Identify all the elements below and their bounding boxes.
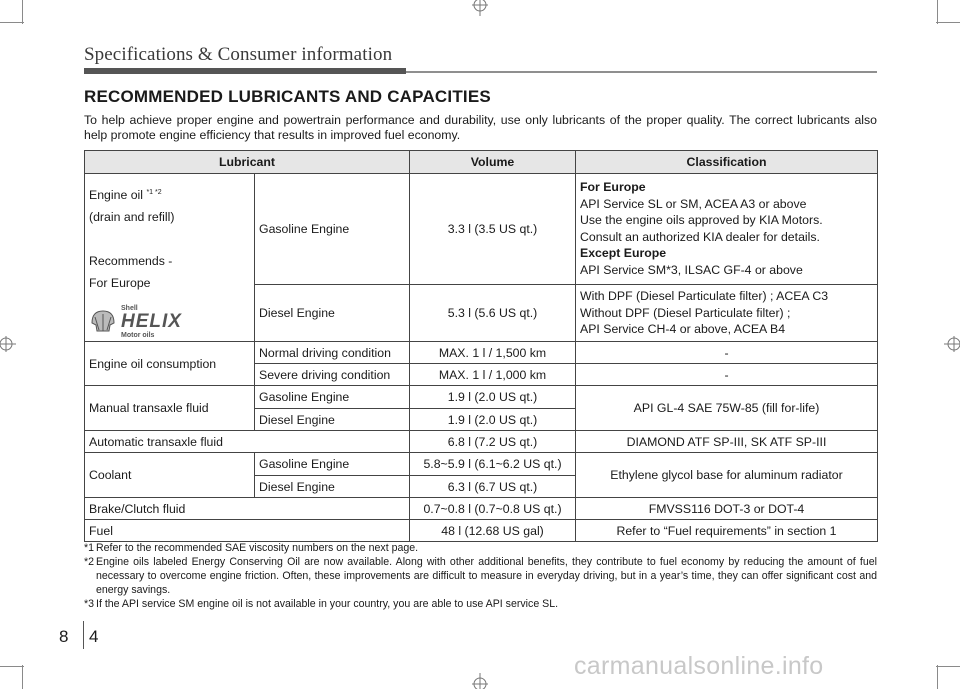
logo-name: HELIX: [121, 311, 182, 333]
classification-cell: -: [576, 342, 878, 364]
classification-cell: -: [576, 364, 878, 386]
registration-mark-icon: [944, 336, 960, 352]
condition-cell: Normal driving condition: [255, 342, 410, 364]
crop-mark: [22, 0, 23, 24]
crop-mark: [937, 665, 938, 689]
footnote: [84, 541, 877, 555]
lubricant-cell: Automatic transaxle fluid: [85, 431, 410, 453]
intro-paragraph: To help achieve proper engine and powertrain performance and durability, use only lubricants of the proper quality. The correct lubricants also help promote engine efficiency that results in improved fuel economy.: [84, 113, 877, 142]
crop-mark: [936, 666, 960, 667]
column-header: Volume: [410, 151, 576, 174]
class-line: Without DPF (Diesel Particulate filter) ;: [580, 305, 791, 320]
header-rule: [406, 71, 877, 73]
classification-cell: [576, 284, 878, 341]
registration-mark-icon: [472, 673, 488, 689]
registration-mark-icon: [472, 0, 488, 16]
table-row: [85, 431, 878, 453]
engine-cell: Gasoline Engine: [255, 386, 410, 409]
watermark: carmanualsonline.info: [574, 652, 824, 680]
volume-cell: 5.3 l (5.6 US qt.): [410, 284, 576, 341]
table-row: [85, 520, 878, 542]
shell-logo-icon: [89, 309, 117, 335]
engine-oil-label: Engine oil: [89, 188, 144, 203]
classification-cell: Ethylene glycol base for aluminum radiator: [576, 453, 878, 498]
lubricants-table: [84, 150, 878, 542]
class-line: With DPF (Diesel Particulate filter) ; ACEA C3: [580, 289, 829, 304]
column-header: Classification: [576, 151, 878, 174]
classification-cell: [576, 174, 878, 285]
footnote-text: If the API service SM engine oil is not available in your country, you are able to use API service SL.: [96, 598, 559, 610]
table-row: [85, 174, 878, 285]
class-line: Consult an authorized KIA dealer for details.: [580, 229, 820, 244]
footnote-mark: *2: [84, 556, 95, 568]
volume-cell: 3.3 l (3.5 US qt.): [410, 174, 576, 285]
classification-cell: FMVSS116 DOT-3 or DOT-4: [576, 498, 878, 520]
volume-cell: MAX. 1 l / 1,500 km: [410, 342, 576, 364]
class-heading: For Europe: [580, 180, 646, 195]
condition-cell: Severe driving condition: [255, 364, 410, 386]
table-row: [85, 498, 878, 520]
header-title: Specifications & Consumer information: [84, 44, 393, 65]
shell-helix-logo: [89, 304, 250, 340]
classification-cell: Refer to “Fuel requirements” in section 1: [576, 520, 878, 542]
footnotes: [84, 541, 877, 611]
page-number: 4: [89, 627, 99, 646]
footnote: [84, 597, 877, 611]
footnote-mark: *3: [84, 598, 95, 610]
column-header: Lubricant: [85, 151, 410, 174]
engine-oil-sub: (drain and refill): [89, 210, 175, 225]
chapter-number: 8: [59, 627, 69, 646]
logo-sub: Motor oils: [121, 332, 155, 340]
lubricant-cell: Engine oil consumption: [85, 342, 255, 386]
volume-cell: 6.3 l (6.7 US qt.): [410, 476, 576, 498]
class-line: API Service SM*3, ILSAC GF-4 or above: [580, 262, 803, 277]
page-number-divider: [83, 621, 84, 649]
header-rule: [84, 68, 406, 74]
class-line: API Service CH-4 or above, ACEA B4: [580, 322, 786, 337]
footnote: [84, 555, 877, 597]
engine-cell: Gasoline Engine: [255, 174, 410, 285]
registration-mark-icon: [0, 336, 16, 352]
volume-cell: 0.7~0.8 l (0.7~0.8 US qt.): [410, 498, 576, 520]
class-line: Use the engine oils approved by KIA Motors.: [580, 213, 823, 228]
engine-cell: Gasoline Engine: [255, 453, 410, 476]
footnote-text: Refer to the recommended SAE viscosity numbers on the next page.: [96, 542, 419, 554]
footnote-mark: *1: [84, 542, 95, 554]
lubricant-cell: Coolant: [85, 453, 255, 498]
lubricant-cell: Manual transaxle fluid: [85, 386, 255, 431]
region-label: For Europe: [89, 276, 151, 291]
crop-mark: [0, 22, 24, 23]
logo-brand: Shell: [121, 305, 138, 313]
engine-cell: Diesel Engine: [255, 409, 410, 431]
crop-mark: [937, 0, 938, 24]
volume-cell: 1.9 l (2.0 US qt.): [410, 386, 576, 409]
lubricant-cell: Fuel: [85, 520, 410, 542]
lubricant-cell: Brake/Clutch fluid: [85, 498, 410, 520]
volume-cell: MAX. 1 l / 1,000 km: [410, 364, 576, 386]
classification-cell: DIAMOND ATF SP-III, SK ATF SP-III: [576, 431, 878, 453]
recommends-label: Recommends -: [89, 254, 173, 269]
crop-mark: [936, 22, 960, 23]
footnote-ref: *1 *2: [146, 189, 162, 196]
engine-cell: Diesel Engine: [255, 284, 410, 341]
footnote-text: Engine oils labeled Energy Conserving Oil are now available. Along with other additional benefits, they contribute to fuel economy by reducing the amount of fuel necessary to overcome engine friction. Often, these improvements are difficult to measure in everyday driving, but in a year’s time, they can offer significant cost and energy savings.: [96, 556, 877, 596]
volume-cell: 48 l (12.68 US gal): [410, 520, 576, 542]
classification-cell: API GL-4 SAE 75W-85 (fill for-life): [576, 386, 878, 431]
engine-oil-cell: [85, 174, 255, 342]
volume-cell: 5.8~5.9 l (6.1~6.2 US qt.): [410, 453, 576, 476]
volume-cell: 6.8 l (7.2 US qt.): [410, 431, 576, 453]
table-row: [85, 453, 878, 476]
table-row: [85, 386, 878, 409]
table-header-row: [85, 151, 878, 174]
class-heading: Except Europe: [580, 246, 667, 261]
class-line: API Service SL or SM, ACEA A3 or above: [580, 196, 807, 211]
engine-cell: Diesel Engine: [255, 476, 410, 498]
crop-mark: [22, 665, 23, 689]
table-row: [85, 342, 878, 364]
crop-mark: [0, 666, 24, 667]
volume-cell: 1.9 l (2.0 US qt.): [410, 409, 576, 431]
section-title: RECOMMENDED LUBRICANTS AND CAPACITIES: [84, 87, 491, 106]
